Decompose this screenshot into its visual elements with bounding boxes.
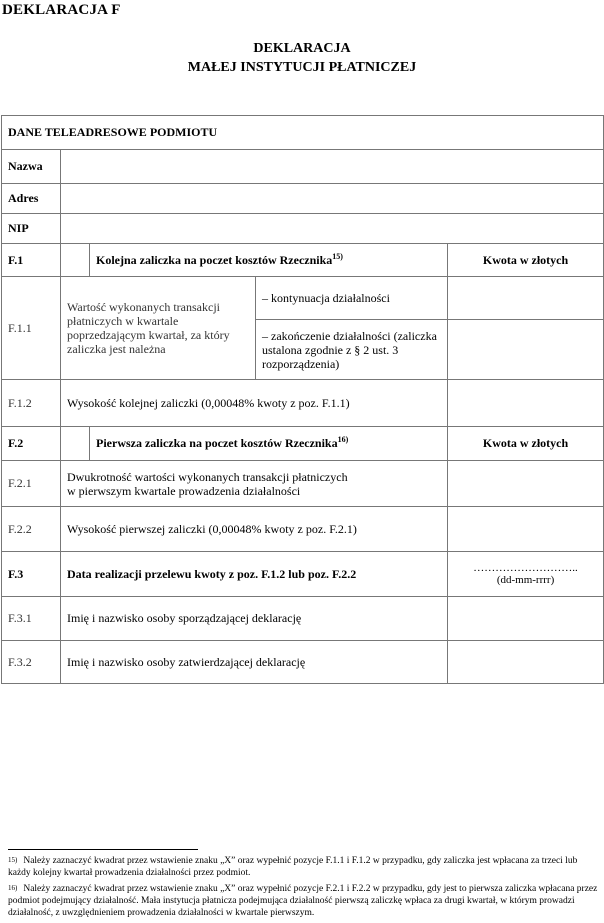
nip-input[interactable] bbox=[61, 214, 604, 244]
f32-input[interactable] bbox=[448, 641, 604, 684]
f1-checkbox[interactable] bbox=[61, 244, 90, 277]
f2-title-cell bbox=[90, 427, 448, 461]
field-label-nip: NIP bbox=[2, 214, 61, 244]
document-title-line-2: MAŁEJ INSTYTUCJI PŁATNICZEJ bbox=[187, 60, 417, 75]
address-input[interactable] bbox=[61, 184, 604, 214]
f1-title-cell bbox=[90, 244, 448, 277]
footnote-ref-15: 15) bbox=[332, 251, 343, 261]
f2-amount-header: Kwota w złotych bbox=[448, 427, 604, 461]
f11-continuation-amount-input[interactable] bbox=[448, 277, 604, 320]
footnote-16-ref: 16) bbox=[8, 884, 18, 892]
f1-title: Kolejna zaliczka na poczet kosztów Rzecznika bbox=[96, 252, 333, 267]
document-title-line-1: DEKLARACJA bbox=[253, 41, 351, 56]
f12-amount-input[interactable] bbox=[448, 380, 604, 427]
f12-code: F.1.2 bbox=[2, 380, 61, 427]
corner-title: DEKLARACJA F bbox=[2, 2, 121, 18]
f1-code: F.1 bbox=[2, 244, 61, 277]
f2-code: F.2 bbox=[2, 427, 61, 461]
f31-input[interactable] bbox=[448, 597, 604, 641]
footnote-15 bbox=[8, 855, 600, 879]
declaration-form-table bbox=[1, 115, 604, 684]
f22-code: F.2.2 bbox=[2, 507, 61, 552]
footnote-15-text: Należy zaznaczyć kwadrat przez wstawienie znaku „X” oraz wypełnić pozycje F.1.1 i F.1.2 w przypadku, gdy zaliczka jest wpłacana za trzeci lub każdy kolejny kwartał prowadzenia działalności przez podmiot. bbox=[8, 856, 578, 878]
f11-option-termination: – zakończenie działalności (zaliczka ustalona zgodnie z § 2 ust. 3 rozporządzenia) bbox=[256, 320, 448, 380]
footnote-15-ref: 15) bbox=[8, 856, 18, 864]
f21-description-line-2: w pierwszym kwartale prowadzenia działalności bbox=[67, 483, 301, 498]
f3-title: Data realizacji przelewu kwoty z poz. F.1.2 lub poz. F.2.2 bbox=[61, 552, 448, 597]
transfer-date-field[interactable] bbox=[448, 552, 604, 597]
f3-code: F.3 bbox=[2, 552, 61, 597]
f32-code: F.3.2 bbox=[2, 641, 61, 684]
f12-description: Wysokość kolejnej zaliczki (0,00048% kwoty z poz. F.1.1) bbox=[61, 380, 448, 427]
f2-title: Pierwsza zaliczka na poczet kosztów Rzecznika bbox=[96, 436, 338, 450]
f31-label: Imię i nazwisko osoby sporządzającej deklarację bbox=[61, 597, 448, 641]
f2-checkbox[interactable] bbox=[61, 427, 90, 461]
field-label-address: Adres bbox=[2, 184, 61, 214]
f1-amount-header: Kwota w złotych bbox=[448, 244, 604, 277]
f11-option-continuation: – kontynuacja działalności bbox=[256, 277, 448, 320]
f22-description: Wysokość pierwszej zaliczki (0,00048% kwoty z poz. F.2.1) bbox=[61, 507, 448, 552]
name-input[interactable] bbox=[61, 150, 604, 184]
f22-amount-input[interactable] bbox=[448, 507, 604, 552]
footnote-16 bbox=[8, 883, 600, 919]
date-dots: ……………………….. bbox=[473, 562, 578, 574]
f31-code: F.3.1 bbox=[2, 597, 61, 641]
f11-code: F.1.1 bbox=[2, 277, 61, 380]
footnote-separator bbox=[8, 849, 198, 850]
f21-code: F.2.1 bbox=[2, 461, 61, 507]
footnote-ref-16: 16) bbox=[337, 435, 349, 444]
field-label-name: Nazwa bbox=[2, 150, 61, 184]
footnote-16-text: Należy zaznaczyć kwadrat przez wstawienie znaku „X” oraz wypełnić pozycje F.2.1 i F.2.2 w przypadku, gdy jest to pierwsza zaliczka wpłacana przez podmiot podejmujący działalność. Mała instytucja płatnicza podejmująca działalność pierwszą zaliczkę wpłaca za drugi kwartał, w którym prowadzi działalność, z uwzględnieniem prowadzenia działalności w kwartale pierwszym. bbox=[8, 884, 598, 918]
f21-description bbox=[61, 461, 448, 507]
f11-termination-amount-input[interactable] bbox=[448, 320, 604, 380]
date-format-hint: (dd-mm-rrrr) bbox=[496, 574, 555, 586]
section-heading-contact-data: DANE TELEADRESOWE PODMIOTU bbox=[2, 116, 604, 150]
f32-label: Imię i nazwisko osoby zatwierdzającej deklarację bbox=[61, 641, 448, 684]
f11-description: Wartość wykonanych transakcji płatniczych w kwartale poprzedzającym kwartał, za który zaliczka jest należna bbox=[61, 277, 256, 380]
f21-description-line-1: Dwukrotność wartości wykonanych transakcji płatniczych bbox=[67, 469, 348, 484]
f21-amount-input[interactable] bbox=[448, 461, 604, 507]
